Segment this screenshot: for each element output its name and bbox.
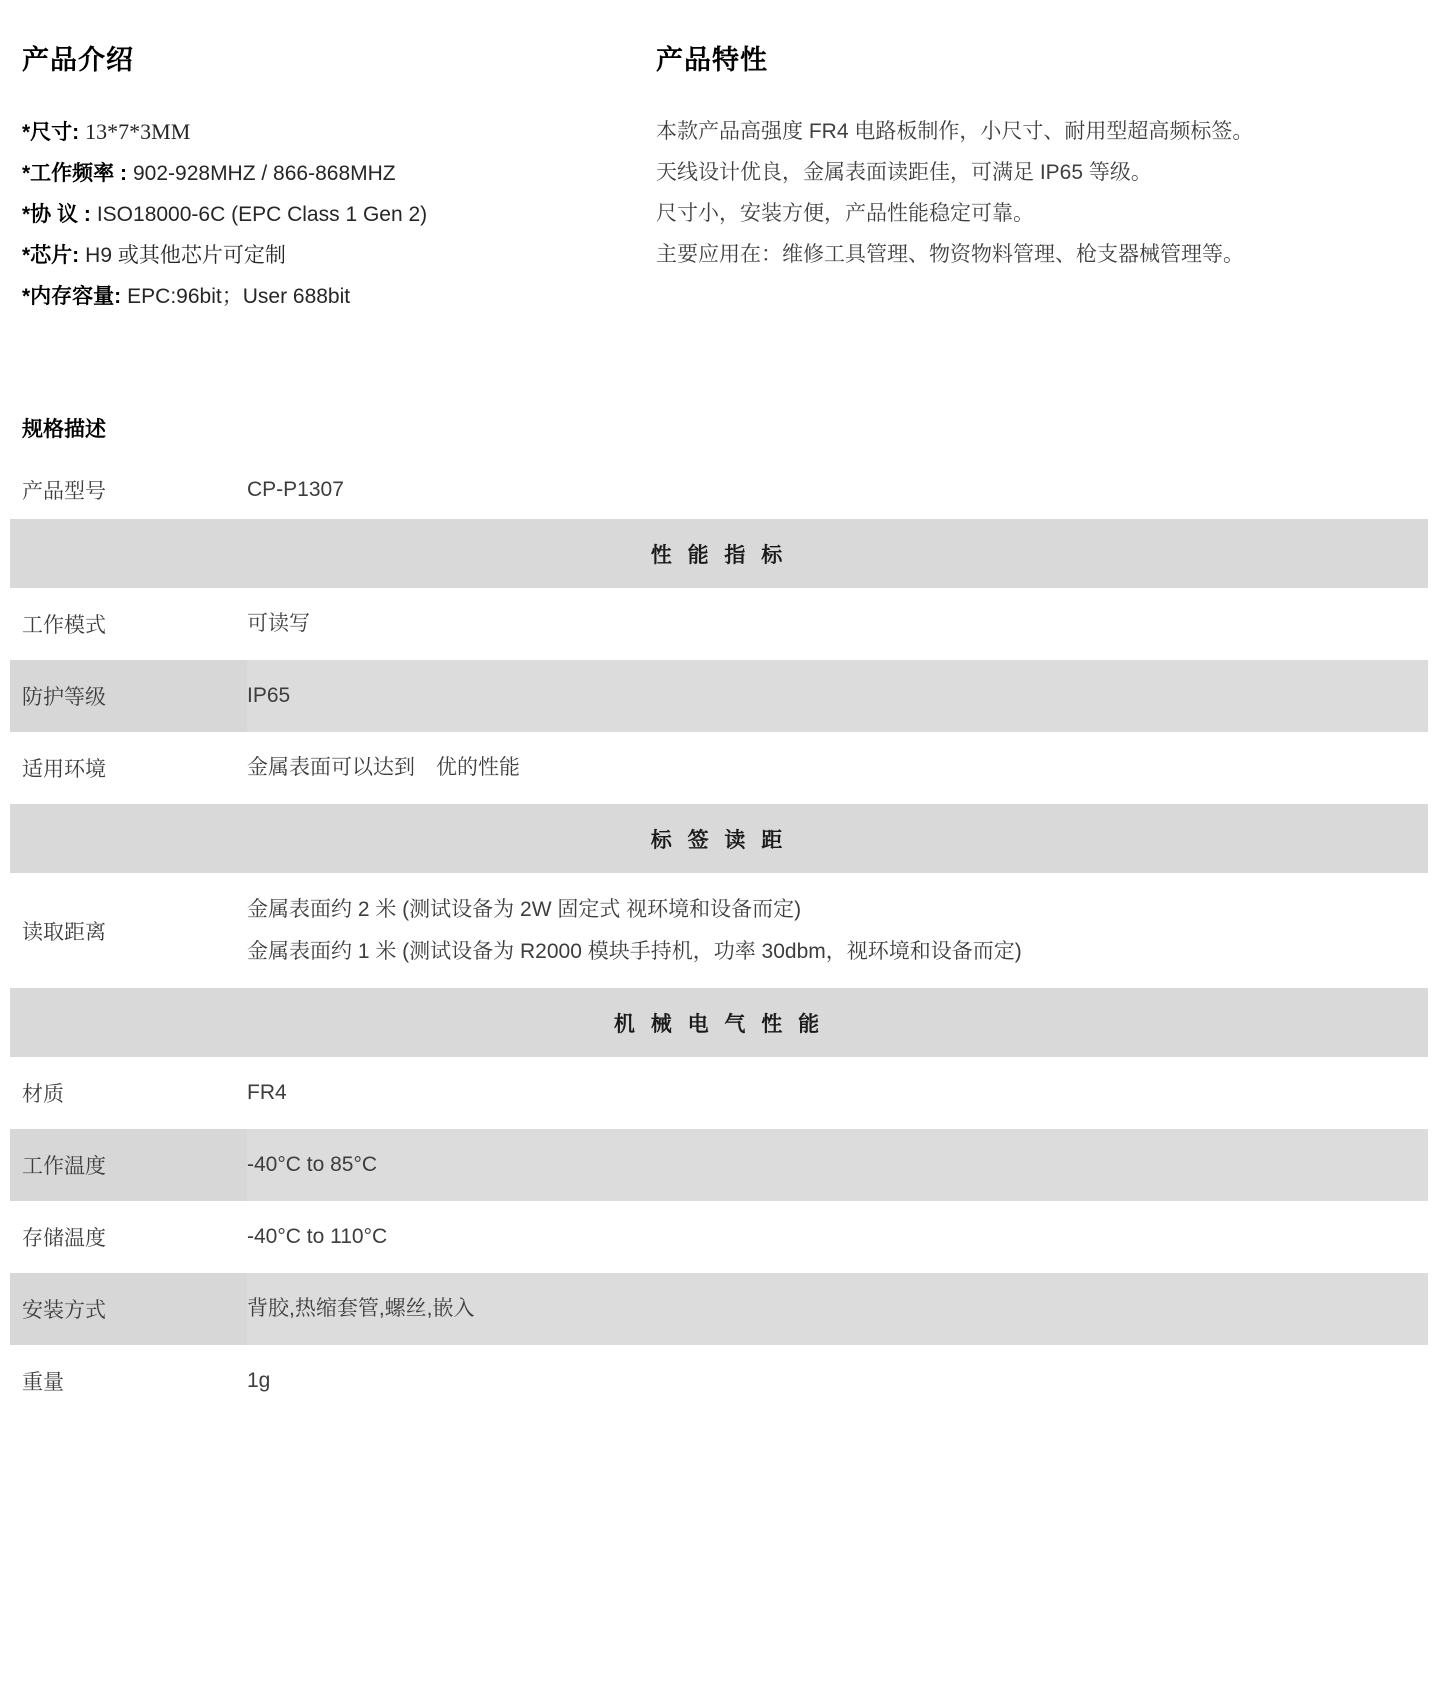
spec-label: *工作频率 : [22,162,127,185]
row-value [247,1129,1428,1201]
table-row [10,1345,1428,1417]
intro-spec-list [22,111,656,317]
row-value [247,873,1428,988]
table-row [10,1201,1428,1273]
spec-label: *协 议 : [22,203,91,226]
spec-value: 13*7*3MM [85,119,191,144]
table-row [10,588,1428,660]
feature-line: 尺寸小，安装方便，产品性能稳定可靠。 [656,202,1034,225]
row-label: 适用环境 [22,758,106,781]
row-value-line: 可读写 [247,612,310,636]
row-value [247,1201,1428,1273]
row-value-line: 金属表面可以达到 优的性能 [247,756,520,780]
product-features-section [656,38,1438,317]
spec-value: EPC:96bit；User 688bit [127,285,351,308]
row-value-line: CP-P1307 [247,478,344,502]
row-value-line: IP65 [247,684,291,708]
table-row [10,873,1428,988]
row-value-line: 背胶,热缩套管,螺丝,嵌入 [247,1297,475,1321]
top-section [0,0,1438,317]
spec-value: H9 或其他芯片可定制 [85,244,286,267]
table-row [10,1057,1428,1129]
row-label: 读取距离 [22,920,106,944]
row-value-line: -40°C to 110°C [247,1225,388,1249]
feature-line: 本款产品高强度 FR4 电路板制作，小尺寸、耐用型超高频标签。 [656,120,1254,143]
row-value [247,1273,1428,1345]
row-value [247,1345,1428,1417]
row-value [247,461,1428,519]
table-section-band: 性 能 指 标 [10,519,1428,588]
feature-line: 天线设计优良，金属表面读距佳，可满足 IP65 等级。 [656,161,1152,184]
intro-spec-line [22,235,656,276]
table-row [10,732,1428,804]
spec-table [10,461,1428,1417]
row-value-line: 1g [247,1369,271,1393]
row-value-line: -40°C to 85°C [247,1153,378,1177]
table-row [10,660,1428,732]
row-value [247,732,1428,804]
table-section-band: 机 械 电 气 性 能 [10,988,1428,1057]
row-label: 存储温度 [22,1227,106,1250]
table-row [10,1129,1428,1201]
row-value-line: 金属表面约 2 米 (测试设备为 2W 固定式 视环境和设备而定) [247,898,802,922]
spec-label: *芯片: [22,244,80,267]
intro-spec-line [22,276,656,317]
table-row [10,461,1428,519]
row-label: 重量 [22,1371,64,1394]
features-paragraph [656,111,1422,275]
spec-label: *尺寸: [22,121,80,144]
intro-spec-line [22,194,656,235]
row-label: 工作模式 [22,614,106,637]
spec-value: 902-928MHZ / 866-868MHZ [133,162,396,185]
spec-value: ISO18000-6C (EPC Class 1 Gen 2) [96,203,428,226]
row-value-line: 金属表面约 1 米 (测试设备为 R2000 模块手持机，功率 30dbm，视环境和设备而定) [247,939,1022,963]
row-value [247,660,1428,732]
spec-label: *内存容量: [22,285,122,308]
table-row [10,1273,1428,1345]
intro-spec-line [22,153,656,194]
spec-table-heading: 规格描述 [22,418,106,441]
row-label: 材质 [22,1083,64,1106]
row-value [247,588,1428,660]
table-section-band: 标 签 读 距 [10,804,1428,873]
row-label: 安装方式 [10,1273,247,1345]
features-title: 产品特性 [656,45,768,75]
row-label: 防护等级 [10,660,247,732]
intro-title: 产品介绍 [22,45,134,75]
intro-spec-line [22,111,656,153]
feature-line: 主要应用在：维修工具管理、物资物料管理、枪支器械管理等。 [656,243,1244,266]
row-value [247,1057,1428,1129]
product-intro-section [0,38,656,317]
row-label: 产品型号 [22,480,106,503]
row-value-line: FR4 [247,1081,287,1105]
row-label: 工作温度 [10,1129,247,1201]
